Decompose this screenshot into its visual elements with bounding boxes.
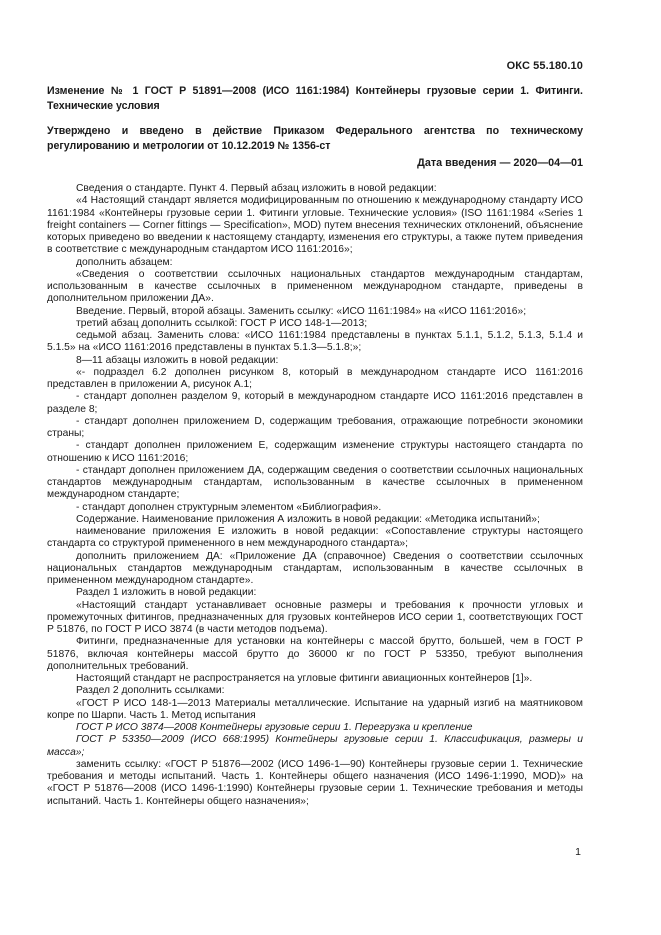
body-paragraph: Настоящий стандарт не распространяется на угловые фитинги авиационных контейнеров [1]».: [76, 673, 533, 684]
body-paragraph: ГОСТ Р 53350—2009 (ИСО 668:1995) Контейнеры грузовые серии 1. Классификация, размеры и масса»;: [47, 734, 583, 758]
effective-date: Дата введения — 2020—04—01: [417, 157, 583, 169]
body-paragraph: «ГОСТ Р ИСО 148-1—2013 Материалы металлические. Испытание на ударный изгиб на маятниковом копре по Шарпи. Часть 1. Метод испытания: [47, 697, 583, 721]
body-paragraph: 8—11 абзацы изложить в новой редакции:: [76, 354, 279, 366]
body-paragraph: «Сведения о соответствии ссылочных национальных стандартов международным стандартам, использованным в качестве ссылочных в примененном международном стандарте, приведены в дополнительном приложении ДА».: [47, 268, 583, 305]
body-paragraph: «Настоящий стандарт устанавливает основные размеры и требования к прочности угловых и промежуточных фитингов, предназначенных для грузовых контейнеров ИСО серии 1, соответствующих ГОСТ Р 51876, по ГОСТ Р ИСО 3874 (в части методов подъема).: [47, 599, 583, 635]
body-paragraph: ГОСТ Р ИСО 3874—2008 Контейнеры грузовые серии 1. Перегрузка и крепление: [76, 722, 473, 733]
body-paragraph: наименование приложения Е изложить в новой редакции: «Сопоставление структуры настоящего стандарта со структурой примененного в нем международного стандарта»;: [47, 526, 583, 550]
body-paragraph: дополнить приложением ДА: «Приложение ДА (справочное) Сведения о соответствии ссылочных национальных стандартов международным стандартам, использованным в качестве ссылочных в примененном международном стандарте».: [47, 550, 583, 586]
body-paragraph: Раздел 2 дополнить ссылками:: [76, 685, 225, 697]
body-paragraph: Фитинги, предназначенные для установки на контейнеры с массой брутто, большей, чем в ГОСТ Р 51876, включая контейнеры массой брутто до 36000 кг по ГОСТ Р 53350, требуют выполнения дополнительных требований.: [47, 636, 583, 672]
body-paragraph: - стандарт дополнен приложением ДА, содержащим сведения о соответствии ссылочных национальных стандартов международным стандартам, использованным в качестве ссылочных в примененном международном стандарте;: [47, 464, 583, 501]
page-number: 1: [575, 846, 581, 858]
approval-statement: Утверждено и введено в действие Приказом Федерального агентства по техническому регулированию и метрологии от 10.12.2019 № 1356-ст: [47, 125, 583, 152]
body-paragraph: Содержание. Наименование приложения А изложить в новой редакции: «Методика испытаний»;: [76, 513, 540, 525]
body-paragraph: - стандарт дополнен приложением Е, содержащим изменение структуры настоящего стандарта по отношению к ИСО 1161:2016;: [47, 440, 583, 464]
body-paragraph: «4 Настоящий стандарт является модифицированным по отношению к международному стандарту ИСО 1161:1984 «Контейнеры грузовые серии 1. Фитинги угловые. Технические условия» (ISO 1161:1984 «Series 1 freight containers — Corner fittings — Specification», MOD) путем внесения технических отклонений, объяснение которых приведено во введении к настоящему стандарту, изменения его структуры, а также путем приведения в соответствие с международным стандартом ИСО 1161:2016»;: [47, 195, 583, 256]
classifier-code: ОКС 55.180.10: [506, 60, 583, 72]
body-paragraph: - стандарт дополнен структурным элементом «Библиография».: [76, 501, 382, 513]
body-paragraph: седьмой абзац. Заменить слова: «ИСО 1161:1984 представлены в пунктах 5.1.1, 5.1.2, 5.1.3, 5.1.4 и 5.1.5» на «ИСО 1161:2016 представлены в пунктах 5.1.3—5.1.8;»;: [47, 330, 583, 354]
body-paragraph: - стандарт дополнен приложением D, содержащим требования, отражающие потребности экономики страны;: [47, 415, 583, 439]
body-paragraph: «- подраздел 6.2 дополнен рисунком 8, который в международном стандарте ИСО 1161:2016 представлен в приложении А, рисунок А.1;: [47, 366, 583, 390]
amendment-title: Изменение № 1 ГОСТ Р 51891—2008 (ИСО 1161:1984) Контейнеры грузовые серии 1. Фитинги. Технические условия: [47, 85, 583, 112]
body-paragraph: Раздел 1 изложить в новой редакции:: [76, 587, 257, 599]
document-body: [47, 183, 583, 808]
body-paragraph: Введение. Первый, второй абзацы. Заменить ссылку: «ИСО 1161:1984» на «ИСО 1161:2016»;: [76, 305, 527, 317]
body-paragraph: заменить ссылку: «ГОСТ Р 51876—2002 (ИСО 1496-1—90) Контейнеры грузовые серии 1. Технические требования и методы испытаний. Часть 1. Контейнеры общего назначения (ИСО 1496-1:1990, MOD)» на «ГОСТ Р 51876—2008 (ИСО 1496-1:1990) Контейнеры грузовые серии 1. Технические требования и методы испытаний. Часть 1. Контейнеры общего назначения»;: [47, 758, 583, 807]
body-paragraph: - стандарт дополнен разделом 9, который в международном стандарте ИСО 1161:2016 представлен в разделе 8;: [47, 391, 583, 415]
body-paragraph: Сведения о стандарте. Пункт 4. Первый абзац изложить в новой редакции:: [76, 183, 437, 194]
body-paragraph: третий абзац дополнить ссылкой: ГОСТ Р ИСО 148-1—2013;: [76, 317, 368, 329]
body-paragraph: дополнить абзацем:: [76, 256, 173, 268]
